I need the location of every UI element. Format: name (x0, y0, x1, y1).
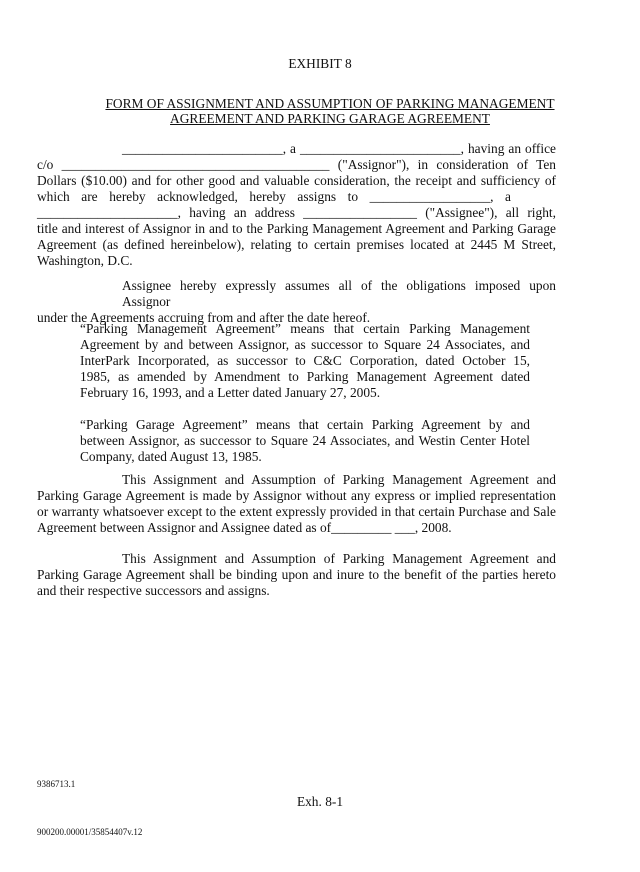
assignment-paragraph-line-1: ________________________, a ________________________, having an office (122, 141, 556, 156)
paragraph-line: Parking Garage Agreement shall be binding upon and inure to the benefit of the parties hereto (37, 567, 556, 582)
paragraph-line: Assignee hereby expressly assumes all of the obligations imposed upon Assignor (122, 278, 556, 309)
paragraph-line: Agreement between Assignor and Assignee dated as of_________ ___, 2008. (37, 520, 452, 535)
file-reference: 900200.00001/35854407v.12 (37, 827, 143, 837)
paragraph-line: or warranty whatsoever except to the extent expressly provided in that certain Purchase and Sale (37, 504, 556, 519)
assumption-paragraph (37, 278, 556, 326)
paragraph-line: 1985, as amended by Amendment to Parking Management Agreement dated (80, 369, 530, 384)
parking-garage-definition (80, 417, 530, 465)
paragraph-line: and their respective successors and assigns. (37, 583, 270, 598)
paragraph-line: February 16, 1993, and a Letter dated January 27, 2005. (80, 385, 381, 400)
paragraph-line: between Assignor, as successor to Square 24 Associates, and Westin Center Hotel (80, 433, 530, 448)
paragraph-line: Parking Garage Agreement is made by Assignor without any express or implied representation (37, 488, 556, 503)
paragraph-line: title and interest of Assignor in and to the Parking Management Agreement and Parking Garage (37, 221, 556, 236)
paragraph-line: Agreement (as defined hereinbelow), relating to certain premises located at 2445 M Street, (37, 237, 556, 252)
paragraph-line: _____________________, having an address _________________ ("Assignee"), all right, (37, 205, 556, 220)
paragraph-line: Washington, D.C. (37, 253, 133, 268)
binding-effect-paragraph (37, 551, 556, 599)
representation-paragraph (37, 472, 556, 536)
parking-management-definition (80, 321, 530, 401)
page-number: Exh. 8-1 (296, 794, 344, 809)
paragraph-line: “Parking Management Agreement” means that certain Parking Management (80, 321, 530, 336)
paragraph-line: Agreement by and between Assignor, as successor to Square 24 Associates, and (80, 337, 530, 352)
exhibit-label: EXHIBIT 8 (288, 56, 352, 71)
paragraph-line: This Assignment and Assumption of Parking Management Agreement and (122, 551, 556, 566)
title-line-2: AGREEMENT AND PARKING GARAGE AGREEMENT (170, 111, 490, 126)
title-line-1: FORM OF ASSIGNMENT AND ASSUMPTION OF PARKING MANAGEMENT (105, 96, 555, 111)
paragraph-line: c/o ________________________________________ ("Assignor"), in consideration of Ten (37, 157, 556, 172)
document-title (60, 96, 600, 126)
assignment-paragraph (37, 157, 556, 269)
paragraph-line: Dollars ($10.00) and for other good and valuable consideration, the receipt and sufficiency of (37, 173, 556, 188)
paragraph-line: under the Agreements accruing from and after the date hereof. (37, 310, 371, 325)
paragraph-line: This Assignment and Assumption of Parking Management Agreement and (122, 472, 556, 487)
document-id: 9386713.1 (37, 779, 76, 789)
paragraph-line: “Parking Garage Agreement” means that certain Parking Agreement by and (80, 417, 530, 432)
paragraph-line: which are hereby acknowledged, hereby assigns to __________________, a (37, 189, 511, 204)
paragraph-line: InterPark Incorporated, as successor to C&C Corporation, dated October 15, (80, 353, 530, 368)
paragraph-line: Company, dated August 13, 1985. (80, 449, 262, 464)
